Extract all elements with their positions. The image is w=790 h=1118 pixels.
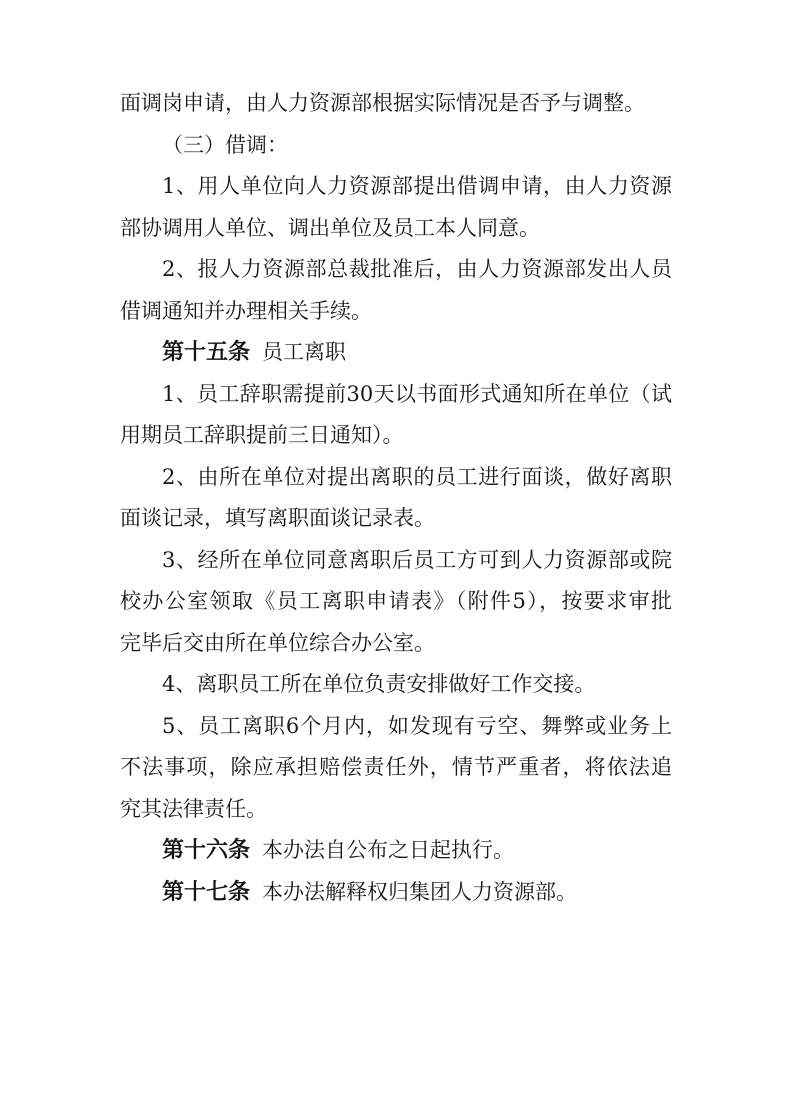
text-line: 不法事项，除应承担赔偿责任外，情节严重者，将依法追	[120, 755, 672, 779]
article-text: 本办法自公布之日起执行。	[262, 838, 515, 862]
paragraph	[120, 83, 672, 125]
text-line: （三）借调：	[162, 132, 288, 157]
paragraph	[120, 540, 672, 665]
paragraph	[120, 249, 672, 332]
text-line: 借调通知并办理相关手续。	[120, 298, 372, 323]
paragraph	[120, 664, 672, 706]
text-line: 完毕后交由所在单位综合办公室。	[120, 630, 435, 655]
article-number: 第十六条	[162, 838, 251, 863]
paragraph	[120, 457, 672, 540]
text-line: 1、用人单位向人力资源部提出借调申请，由人力资源	[162, 174, 672, 198]
paragraph-article	[120, 872, 672, 914]
text-line: 2、报人力资源部总裁批准后，由人力资源部发出人员	[162, 257, 672, 281]
paragraph-article	[120, 830, 672, 872]
document-body	[120, 83, 672, 913]
text-line: 2、由所在单位对提出离职的员工进行面谈，做好离职	[162, 464, 672, 489]
text-line: 究其法律责任。	[120, 796, 267, 821]
article-text: 本办法解释权归集团人力资源部。	[262, 879, 578, 904]
text-line: 部协调用人单位、调出单位及员工本人同意。	[120, 215, 540, 240]
text-line: 面调岗申请，由人力资源部根据实际情况是否予与调整。	[120, 91, 645, 115]
text-line: 4、离职员工所在单位负责安排做好工作交接。	[162, 672, 596, 696]
text-line: 1、员工辞职需提前30天以书面形式通知所在单位（试	[162, 381, 672, 406]
text-line: 用期员工辞职提前三日通知）。	[120, 423, 404, 447]
paragraph	[120, 706, 672, 831]
text-line: 校办公室领取《员工离职申请表》（附件5），按要求审批	[120, 589, 672, 613]
article-heading-line	[120, 830, 672, 872]
article-number: 第十五条	[162, 340, 251, 365]
article-heading-line	[120, 332, 672, 374]
text-line: 3、经所在单位同意离职后员工方可到人力资源部或院	[162, 547, 672, 572]
article-title: 员工离职	[262, 340, 347, 364]
text-line: 面谈记录，填写离职面谈记录表。	[120, 506, 435, 530]
paragraph-article	[120, 332, 672, 374]
article-heading-line	[120, 872, 672, 914]
paragraph	[120, 125, 672, 167]
text-line: 5、员工离职6个月内，如发现有亏空、舞弊或业务上	[162, 713, 672, 738]
paragraph	[120, 166, 672, 249]
paragraph	[120, 374, 672, 457]
article-number: 第十七条	[162, 879, 251, 905]
